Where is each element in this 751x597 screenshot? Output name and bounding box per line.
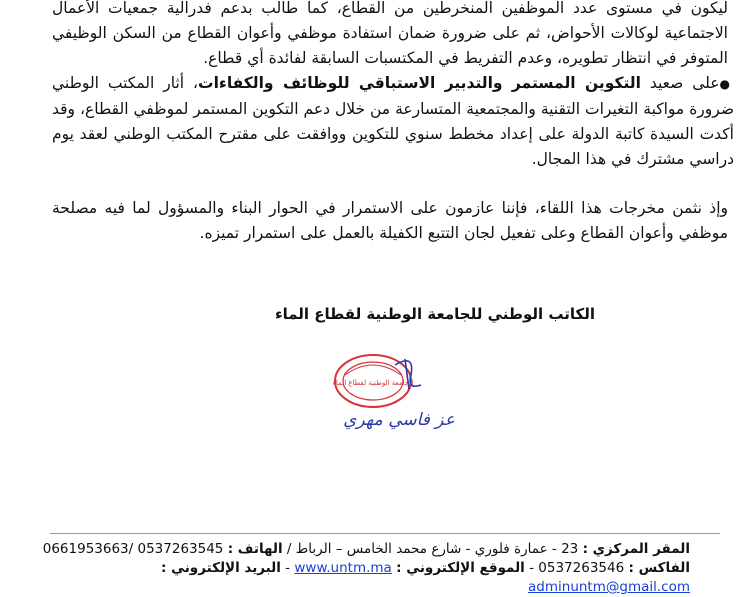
email-label: البريد الإلكتروني :	[160, 560, 281, 576]
stamp-text: الجامعة الوطنية لقطاع الماء	[332, 379, 414, 387]
paragraph-training	[52, 71, 734, 172]
training-prefix: على صعيد	[640, 74, 720, 92]
fax-label: الفاكس :	[628, 560, 690, 576]
paragraph-housing: ليكون في مستوى عدد الموظفين المنخرطين من القطاع، كما طالب بدعم فدرالية جمعيات الأعمال الاجتماعية لوكالات الأحواض، ثم على ضرورة ضمان استفادة موظفي وأعوان القطاع من السكن الوظيفي المتوفر في انتظار تطويره، وعدم التفريط في المكتسبات السابقة لفائدة أي قطاع.	[52, 0, 728, 67]
footer-divider	[50, 533, 720, 534]
email-link[interactable]: adminuntm@gmail.com	[528, 579, 690, 595]
phone-label: الهاتف :	[227, 541, 283, 557]
training-text: ، أثار المكتب الوطني ضرورة مواكبة التغيرات التقنية والمجتمعية المتسارعة من خلال دعم التكوين المستمر لموظفي القطاع، وقد أكدت السيدة كاتبة الدولة على إعداد مخطط سنوي للتكوين ووافقت على مقترح المكتب الوطني لعقد يوم دراسي مشترك في هذا المجال.	[52, 74, 734, 168]
signatory-title: الكاتب الوطني للجامعة الوطنية لقطاع الماء	[274, 305, 596, 323]
footer-address-line	[40, 540, 690, 559]
hq-address: 23 - عمارة فلوري - شارع محمد الخامس – الرباط /	[282, 541, 583, 557]
signature-name: عز فاسي مهري	[343, 410, 455, 430]
website-label: الموقع الإلكتروني :	[396, 560, 525, 576]
official-stamp-icon	[325, 345, 455, 445]
fax-value: 0537263546 -	[524, 560, 629, 576]
website-link[interactable]: www.untm.ma	[294, 560, 392, 576]
hq-label: المقر المركزي :	[582, 541, 690, 557]
footer-contact-line	[40, 559, 690, 597]
phone-value: 0537263545 /0661953663	[42, 541, 228, 557]
contact-separator: -	[280, 560, 295, 576]
training-heading: التكوين المستمر والتدبير الاستباقي للوظائف والكفاءات	[198, 74, 641, 92]
paragraph-conclusion: وإذ نثمن مخرجات هذا اللقاء، فإننا عازمون على الاستمرار في الحوار البناء والمسؤول لما فيه مصلحة موظفي وأعوان القطاع وعلى تفعيل لجان التتبع الكفيلة بالعمل على استمرار تميزه.	[52, 199, 728, 242]
bullet-icon: ●	[719, 77, 734, 91]
